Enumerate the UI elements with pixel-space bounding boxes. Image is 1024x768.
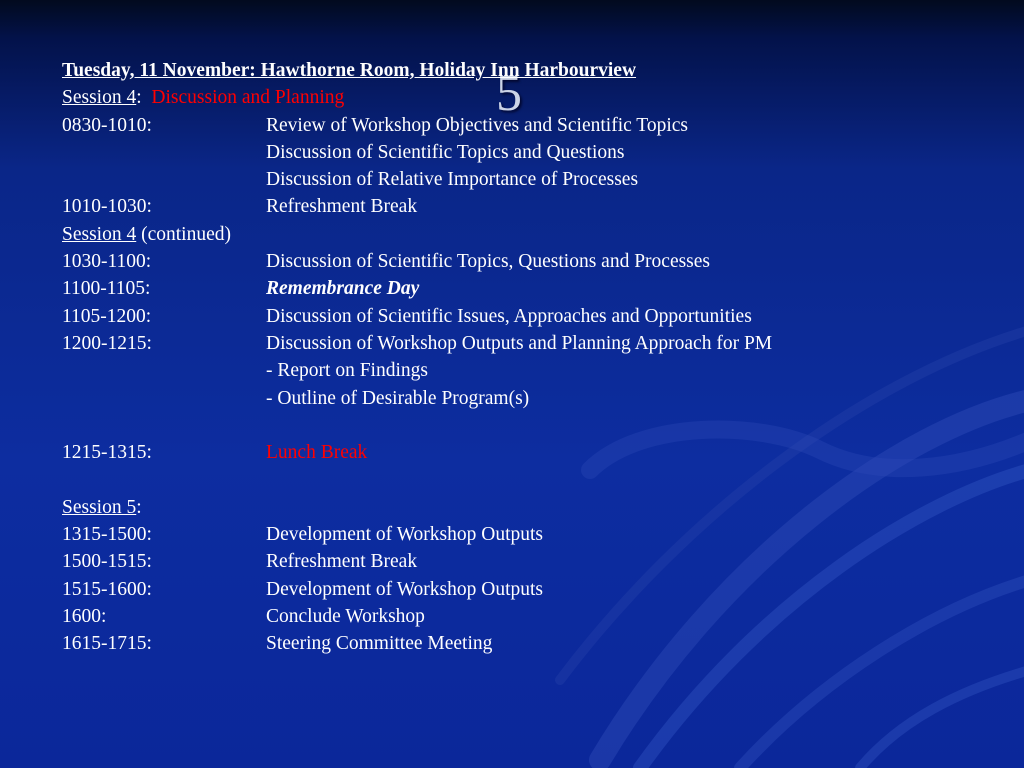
- agenda-description: Discussion of Relative Importance of Processes: [266, 169, 639, 191]
- lunch-row: [62, 439, 962, 466]
- agenda-row: [62, 548, 962, 575]
- agenda-time: 1100-1105:: [62, 278, 151, 300]
- session-4-continued-label: Session 4: [62, 223, 137, 245]
- spacer: [62, 466, 962, 493]
- spacer: [62, 412, 962, 439]
- agenda-time: 1515-1600:: [62, 578, 152, 600]
- agenda-description: Review of Workshop Objectives and Scientific Topics: [266, 114, 689, 136]
- agenda-description: Conclude Workshop: [266, 605, 425, 627]
- agenda-time: 1615-1715:: [62, 633, 152, 655]
- agenda-row: [62, 193, 962, 220]
- session-4-continued-suffix: (continued): [136, 223, 231, 245]
- agenda-row: [62, 630, 962, 657]
- session-4-title: Discussion and Planning: [151, 87, 345, 109]
- agenda-row: [62, 385, 962, 412]
- slide-number: 5: [496, 65, 522, 122]
- agenda-description: Development of Workshop Outputs: [266, 578, 543, 600]
- agenda-description: Discussion of Scientific Issues, Approaches and Opportunities: [266, 305, 752, 327]
- agenda-row: [62, 603, 962, 630]
- agenda-row: [62, 248, 962, 275]
- agenda-time: 1215-1315:: [62, 442, 152, 464]
- agenda-description: Development of Workshop Outputs: [266, 524, 543, 546]
- agenda-time: 0830-1010:: [62, 114, 152, 136]
- agenda-row: [62, 330, 962, 357]
- agenda-row: [62, 166, 962, 193]
- agenda-description: Discussion of Workshop Outputs and Planning Approach for PM: [266, 332, 773, 354]
- agenda-heading-line: [62, 57, 962, 84]
- lunch-break-item: Lunch Break: [266, 442, 368, 464]
- agenda-row: [62, 112, 962, 139]
- agenda-row: [62, 275, 962, 302]
- session-4-colon: :: [136, 87, 142, 109]
- session-4-continued-header: [62, 221, 962, 248]
- agenda-heading: Tuesday, 11 November: Hawthorne Room, Holiday Inn Harbourview: [62, 60, 637, 81]
- agenda-description: Discussion of Scientific Topics, Questions and Processes: [266, 251, 711, 273]
- agenda-time: 1010-1030:: [62, 196, 152, 218]
- agenda-description: - Outline of Desirable Program(s): [266, 387, 530, 409]
- agenda-description: Discussion of Scientific Topics and Questions: [266, 141, 625, 163]
- agenda-row: [62, 576, 962, 603]
- session-4-header: [62, 84, 962, 111]
- background-swirl: [860, 670, 1024, 768]
- agenda-description: - Report on Findings: [266, 360, 428, 382]
- agenda: [62, 57, 962, 658]
- agenda-time: 1500-1515:: [62, 551, 152, 573]
- agenda-row: [62, 357, 962, 384]
- agenda-description: Refreshment Break: [266, 196, 418, 218]
- remembrance-day-item: Remembrance Day: [266, 278, 420, 300]
- agenda-time: 1315-1500:: [62, 524, 152, 546]
- agenda-row: [62, 521, 962, 548]
- agenda-description: Refreshment Break: [266, 551, 418, 573]
- session-5-header: [62, 494, 962, 521]
- agenda-row: [62, 139, 962, 166]
- session-4-label: Session 4: [62, 87, 137, 109]
- session-5-colon: :: [136, 496, 142, 518]
- agenda-time: 1200-1215:: [62, 332, 152, 354]
- agenda-time: 1030-1100:: [62, 251, 152, 273]
- agenda-time: 1105-1200:: [62, 305, 152, 327]
- session-5-label: Session 5: [62, 496, 137, 518]
- agenda-description: Steering Committee Meeting: [266, 633, 493, 655]
- agenda-row: [62, 303, 962, 330]
- agenda-time: 1600:: [62, 605, 107, 627]
